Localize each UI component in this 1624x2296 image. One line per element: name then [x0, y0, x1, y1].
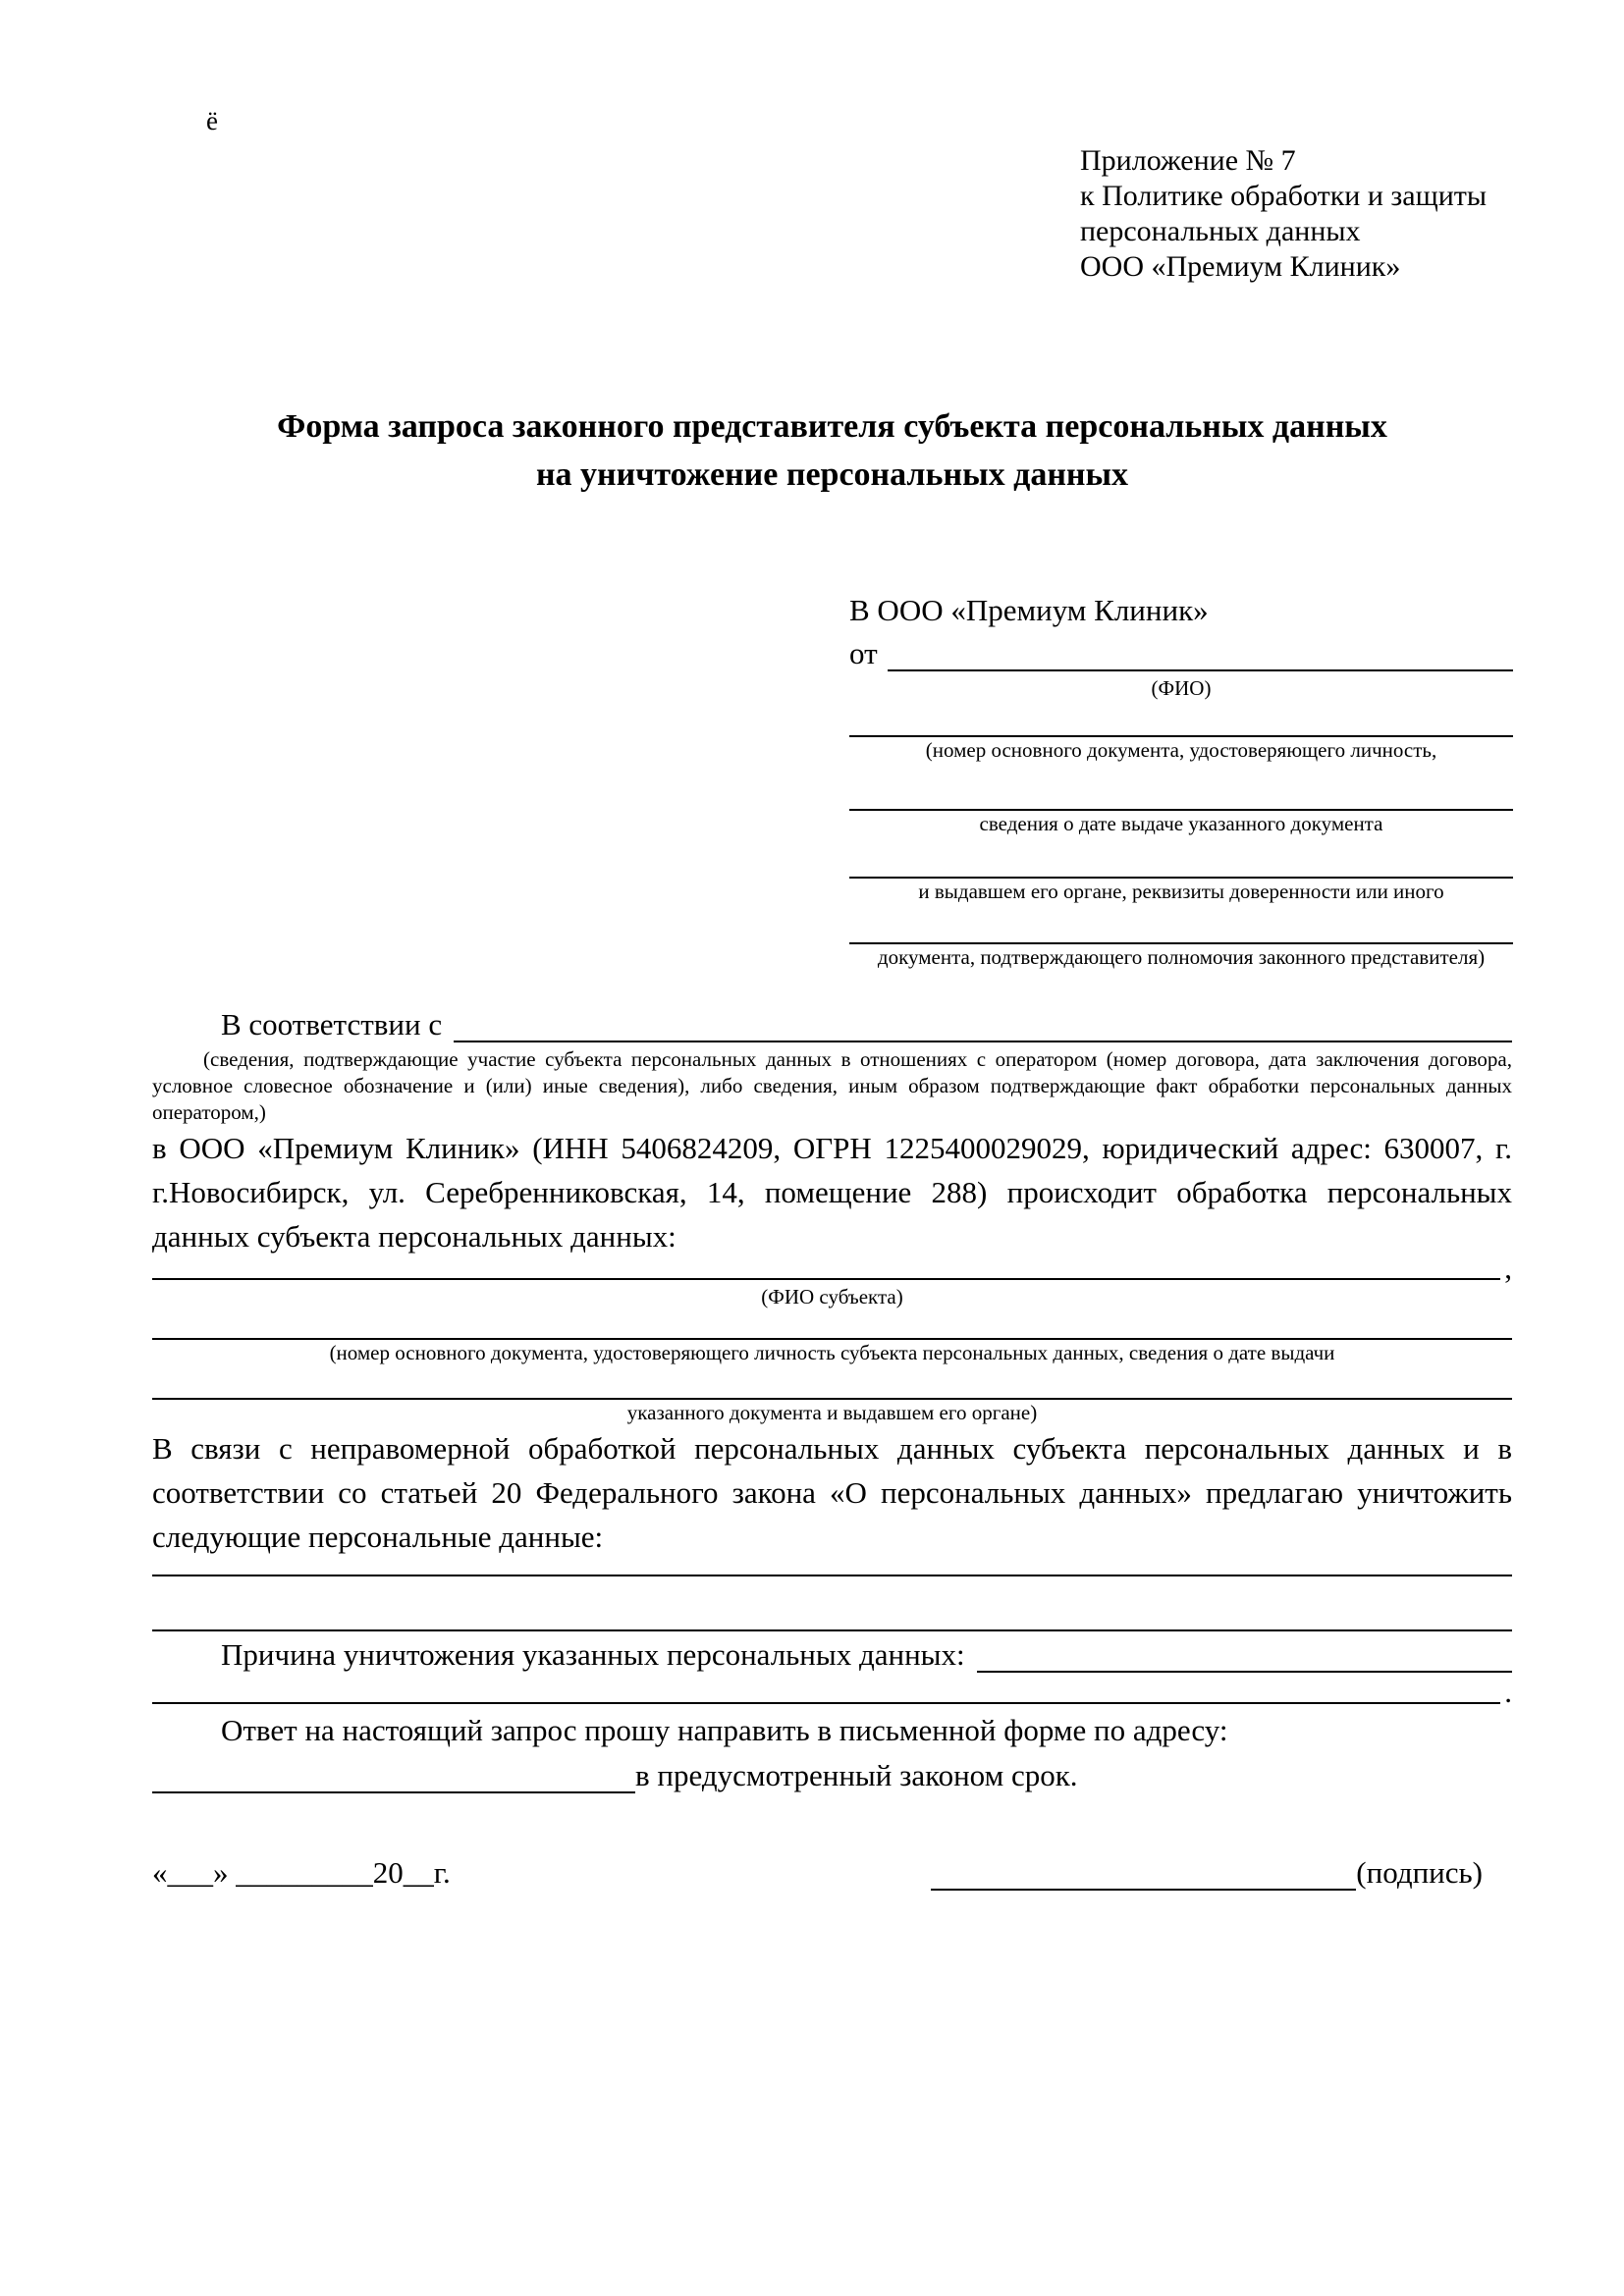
accordance-prefix: В соответствии с	[221, 1007, 443, 1041]
doc-blank-field-1[interactable]	[849, 702, 1513, 737]
unlawful-paragraph: В связи с неправомерной обработкой персональных данных субъекта персональных данных и в соответствии со статьей 20 Федерального закона «О персональных данных» предлагаю уничтожить следующие персональные данные:	[152, 1431, 1512, 1554]
accordance-blank-field[interactable]	[454, 1041, 1512, 1042]
answer-suffix: в предусмотренный законом срок.	[635, 1758, 1078, 1792]
addressee-block	[849, 589, 1513, 971]
doc-hint-1: (номер основного документа, удостоверяющего личность,	[925, 738, 1437, 762]
main-body	[152, 1003, 1512, 1797]
fio-hint: (ФИО)	[1151, 676, 1212, 700]
subject-doc-hint-2: указанного документа и выдавшем его органе)	[626, 1401, 1038, 1424]
form-title-line: на уничтожение персональных данных	[535, 456, 1129, 493]
reason-prefix: Причина уничтожения указанных персональных данных:	[221, 1637, 965, 1672]
operator-paragraph: в ООО «Премиум Клиник» (ИНН 5406824209, ОГРН 1225400029029, юридический адрес: 630007, г. г.Новосибирск, ул. Серебренниковская, 14, помещение 288) происходит обработка персональных данных субъекта персональных данных:	[152, 1131, 1512, 1254]
fio-blank-field[interactable]	[888, 669, 1513, 671]
data-blank-field-2[interactable]	[152, 1576, 1512, 1631]
address-row	[152, 1752, 1512, 1797]
signature-blank-field[interactable]	[931, 1889, 1356, 1891]
subject-fio-blank-field[interactable]	[152, 1278, 1500, 1280]
addressee-org: В ООО «Премиум Клиник»	[849, 593, 1209, 627]
doc-blank-field-4[interactable]	[849, 905, 1513, 944]
from-label: от	[849, 636, 878, 670]
subject-doc-blank-field-2[interactable]	[152, 1366, 1512, 1400]
comma-char: ,	[1504, 1251, 1512, 1285]
appendix-line: персональных данных	[1080, 215, 1361, 247]
appendix-line: к Политике обработки и защиты	[1080, 180, 1488, 212]
accordance-hint: (сведения, подтверждающие участие субъекта персональных данных в отношениях с оператором (номер договора, дата заключения договора, условное словесное обозначение и (или) иные сведения), либо сведения, иным образом подтверждающие факт обработки персональных данных оператором,)	[152, 1047, 1512, 1124]
doc-hint-3: и выдавшем его органе, реквизиты доверенности или иного	[918, 880, 1444, 903]
signature-row	[931, 1851, 1483, 1895]
appendix-line: Приложение № 7	[1080, 144, 1296, 177]
answer-paragraph: Ответ на настоящий запрос прошу направить в письменной форме по адресу:	[221, 1713, 1228, 1747]
doc-blank-field-2[interactable]	[849, 764, 1513, 811]
subject-fio-row	[152, 1251, 1512, 1285]
subject-doc-blank-field-1[interactable]	[152, 1310, 1512, 1340]
period-char: .	[1504, 1675, 1512, 1709]
appendix-header	[1080, 143, 1522, 285]
date-line: «___» _________20__г.	[152, 1855, 451, 1890]
reason-blank-field[interactable]	[977, 1671, 1512, 1673]
reason-row	[152, 1631, 1512, 1677]
subject-fio-hint: (ФИО субъекта)	[761, 1285, 903, 1308]
signature-hint: (подпись)	[1356, 1855, 1483, 1890]
form-title	[152, 402, 1512, 499]
appendix-line: ООО «Премиум Клиник»	[1080, 250, 1401, 283]
address-blank-field[interactable]	[152, 1791, 635, 1793]
reason-continuation-row	[152, 1677, 1512, 1708]
doc-blank-field-3[interactable]	[849, 837, 1513, 879]
from-row	[849, 632, 1513, 675]
doc-hint-2: сведения о дате выдаче указанного документа	[979, 812, 1383, 835]
reason-continuation-blank-field[interactable]	[152, 1702, 1500, 1704]
data-blank-field-1[interactable]	[152, 1559, 1512, 1576]
stray-char: ё	[206, 106, 218, 135]
form-title-line: Форма запроса законного представителя субъекта персональных данных	[277, 408, 1387, 445]
doc-hint-4: документа, подтверждающего полномочия законного представителя)	[877, 945, 1486, 969]
subject-doc-hint-1: (номер основного документа, удостоверяющего личность субъекта персональных данных, сведения о дате выдачи	[329, 1341, 1335, 1364]
accordance-row	[152, 1003, 1512, 1046]
